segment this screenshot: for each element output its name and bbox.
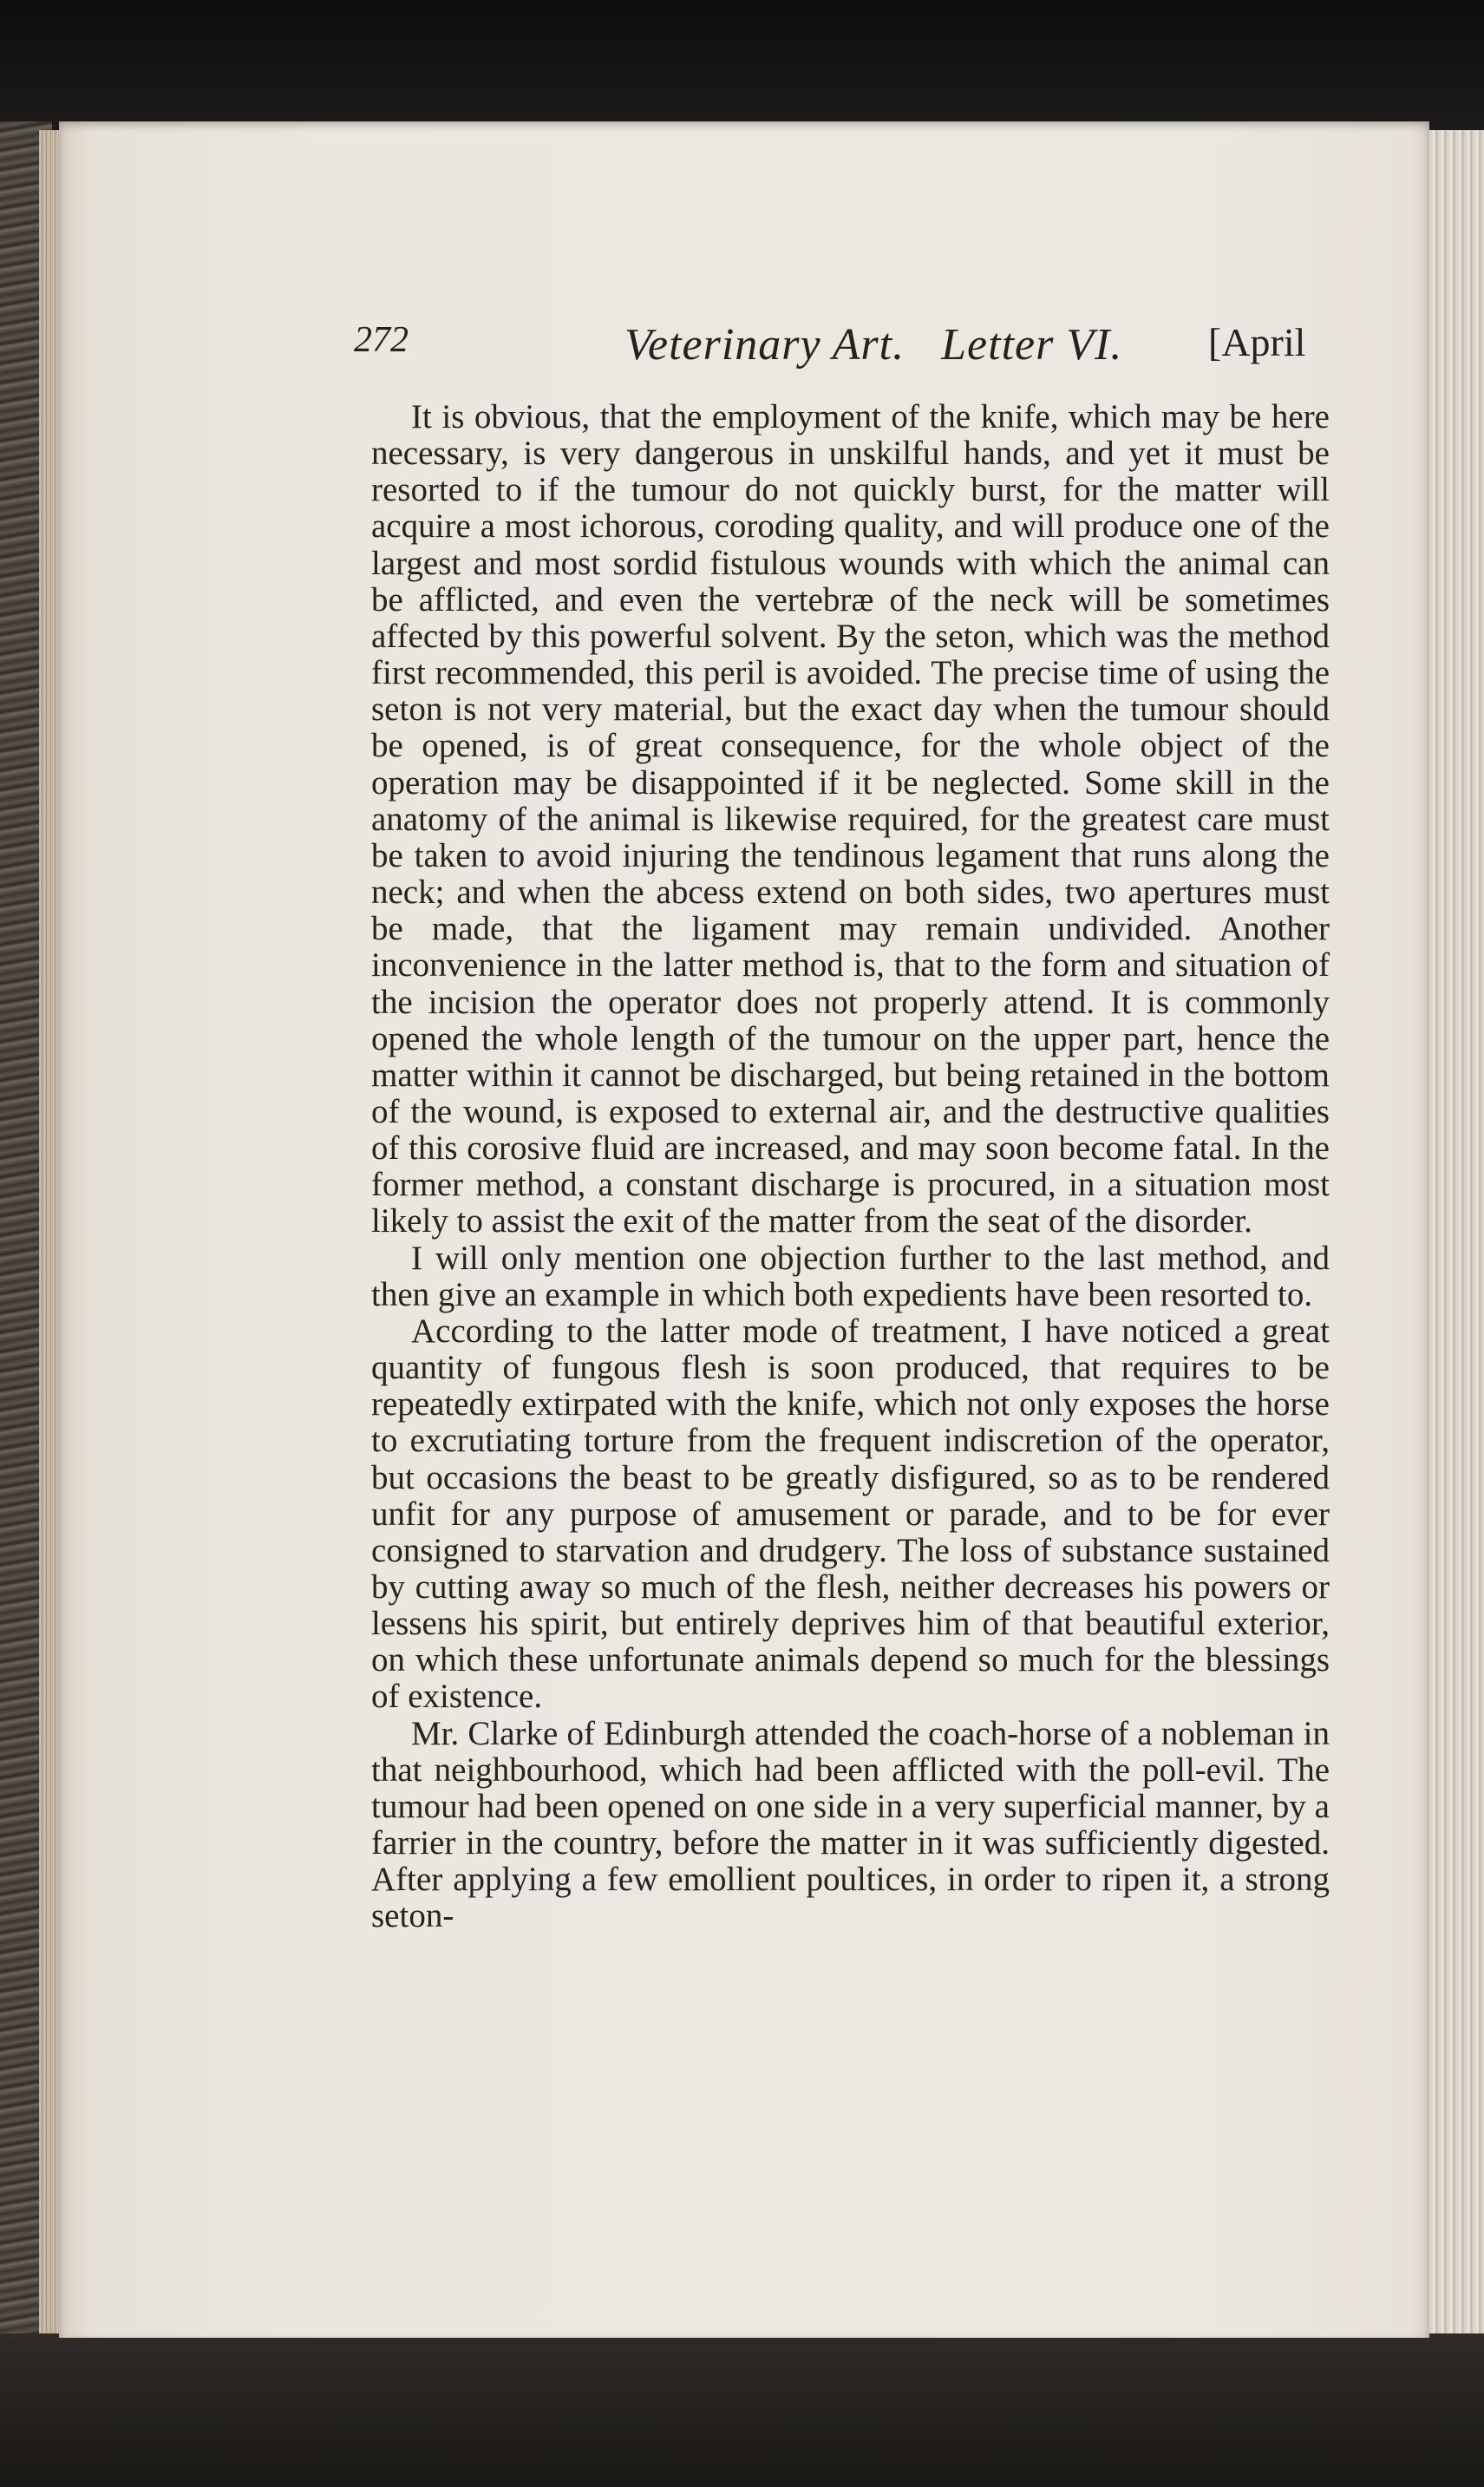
running-month: [April — [1208, 320, 1306, 364]
paragraph: I will only mention one objection further to the last method, and then give an example in which both expedients have been resorted to. — [371, 1239, 1330, 1313]
left-page-edges — [39, 130, 60, 2333]
dark-backdrop — [0, 0, 1484, 130]
body-text — [371, 399, 1330, 1935]
paragraph: It is obvious, that the employment of the knife, which may be here necessary, is very dangerous in unskilful hands, and yet it must be resorted to if the tumour do not quickly burst, for the matter will acquire a most ichorous, coroding quality, and will produce one of the largest and most sordid fistulous wounds with which the animal can be afflicted, and even the vertebræ of the neck will be sometimes affected by this powerful solvent. By the seton, which was the method first recommended, this peril is avoided. The precise time of using the seton is not very material, but the exact day when the tumour should be opened, is of great consequence, for the whole object of the operation may be disappointed if it be neglected. Some skill in the anatomy of the animal is likewise required, for the greatest care must be taken to avoid injuring the tendinous legament that runs along the neck; and when the abcess extend on both sides, two apertures must be made, that the ligament may remain undivided. Another inconvenience in the latter method is, that to the form and situation of the incision the operator does not properly attend. It is commonly opened the whole length of the tumour on the upper part, hence the matter within it cannot be discharged, but being retained in the bottom of the wound, is exposed to external air, and the destructive qualities of this corosive fluid are increased, and may soon become fatal. In the former method, a constant discharge is procured, in a situation most likely to assist the exit of the matter from the seat of the disorder. — [371, 398, 1330, 1240]
page-number: 272 — [354, 320, 409, 360]
bottom-shadow — [0, 2333, 1484, 2487]
running-header — [354, 319, 1330, 371]
running-title: Veterinary Art. Letter VI. — [624, 320, 1123, 370]
paragraph: Mr. Clarke of Edinburgh attended the coach-horse of a nobleman in that neighbourhood, which had been afflicted with the poll-evil. The tumour had been opened on one side in a very superficial manner, by a farrier in the country, before the matter in it was sufficiently digested. After applying a few emollient poultices, in order to ripen it, a strong seton- — [371, 1714, 1330, 1935]
paragraph: According to the latter mode of treatment, I have noticed a great quantity of fungous flesh is soon produced, that requires to be repeatedly extirpated with the knife, which not only exposes the horse to excrutiating torture from the frequent indiscretion of the operator, but occasions the beast to be greatly disfigured, so as to be rendered unfit for any purpose of amusement or parade, and to be for ever consigned to starvation and drudgery. The loss of substance sustained by cutting away so much of the flesh, neither decreases his powers or lessens his spirit, but entirely deprives him of that beautiful exterior, on which these unfortunate animals depend so much for the blessings of existence. — [371, 1312, 1330, 1716]
right-page-edges — [1422, 130, 1484, 2351]
